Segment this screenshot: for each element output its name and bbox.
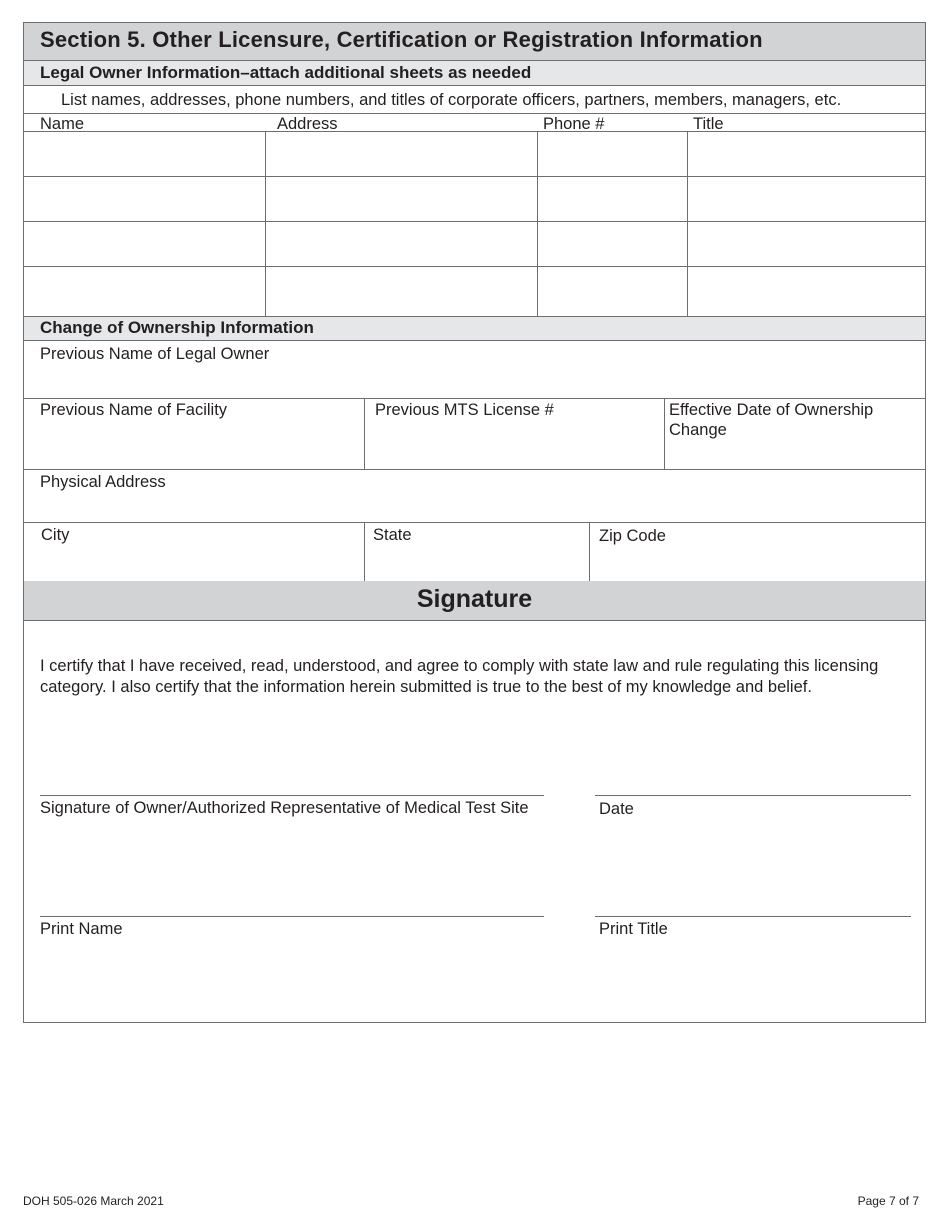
- signature-line: [40, 795, 544, 796]
- effective-date-field[interactable]: [665, 399, 925, 468]
- owner-title-field[interactable]: [688, 132, 925, 176]
- physical-address-field[interactable]: [24, 470, 925, 522]
- owner-phone-field[interactable]: [538, 222, 687, 266]
- owner-address-field[interactable]: [266, 222, 537, 266]
- column-header-address: Address: [277, 115, 338, 133]
- owner-title-field[interactable]: [688, 177, 925, 221]
- page-number: Page 7 of 7: [857, 1194, 919, 1208]
- owner-phone-field[interactable]: [538, 132, 687, 176]
- owner-name-field[interactable]: [24, 267, 265, 316]
- previous-mts-label: Previous MTS License #: [375, 401, 554, 419]
- owner-phone-field[interactable]: [538, 177, 687, 221]
- date-label: Date: [599, 800, 634, 818]
- owner-name-field[interactable]: [24, 132, 265, 176]
- previous-mts-field[interactable]: [365, 399, 664, 468]
- previous-legal-owner-label: Previous Name of Legal Owner: [40, 345, 270, 363]
- divider: [24, 113, 925, 114]
- column-header-phone: Phone #: [543, 115, 605, 133]
- date-line: [595, 795, 911, 796]
- owner-title-field[interactable]: [688, 222, 925, 266]
- section-title: Section 5. Other Licensure, Certification or Registration Information: [24, 23, 925, 61]
- owner-address-field[interactable]: [266, 267, 537, 316]
- owner-name-field[interactable]: [24, 222, 265, 266]
- column-header-title: Title: [693, 115, 724, 133]
- column-divider: [664, 398, 665, 469]
- effective-date-label: Effective Date of Ownership: [669, 401, 874, 419]
- city-label: City: [41, 526, 70, 544]
- print-name-field[interactable]: [40, 879, 544, 917]
- print-title-label: Print Title: [599, 920, 668, 938]
- print-name-label: Print Name: [40, 920, 123, 938]
- owner-name-field[interactable]: [24, 177, 265, 221]
- previous-legal-owner-field[interactable]: [24, 341, 925, 398]
- signature-heading: Signature: [24, 581, 925, 621]
- effective-date-label-cont: Change: [669, 421, 727, 439]
- change-ownership-heading: Change of Ownership Information: [24, 317, 925, 341]
- previous-facility-label: Previous Name of Facility: [40, 401, 228, 419]
- owner-title-field[interactable]: [688, 267, 925, 316]
- print-title-line: [595, 916, 911, 917]
- date-field[interactable]: [595, 758, 911, 796]
- form-id: DOH 505-026 March 2021: [23, 1194, 164, 1208]
- column-divider: [589, 522, 590, 581]
- owner-phone-field[interactable]: [538, 267, 687, 316]
- column-divider: [364, 522, 365, 581]
- owner-address-field[interactable]: [266, 177, 537, 221]
- form-frame: [23, 22, 926, 1023]
- state-field[interactable]: [365, 523, 589, 581]
- previous-facility-field[interactable]: [24, 399, 364, 468]
- print-name-line: [40, 916, 544, 917]
- divider: [24, 620, 925, 621]
- signature-field[interactable]: [40, 758, 544, 796]
- print-title-field[interactable]: [595, 879, 911, 917]
- zip-label: Zip Code: [599, 527, 666, 545]
- divider: [24, 85, 925, 86]
- legal-owner-instructions: List names, addresses, phone numbers, and titles of corporate officers, partners, members, managers, etc.: [61, 91, 842, 109]
- owner-address-field[interactable]: [266, 132, 537, 176]
- legal-owner-heading: Legal Owner Information–attach additional sheets as needed: [24, 61, 925, 86]
- physical-address-label: Physical Address: [40, 473, 166, 491]
- column-divider: [364, 398, 365, 469]
- certification-text-cont: category. I also certify that the information herein submitted is true to the best of my knowledge and belief.: [40, 678, 812, 696]
- state-label: State: [373, 526, 412, 544]
- signature-label: Signature of Owner/Authorized Representative of Medical Test Site: [40, 799, 529, 817]
- city-field[interactable]: [24, 523, 364, 581]
- certification-text: I certify that I have received, read, understood, and agree to comply with state law and rule regulating this licensing: [40, 657, 879, 675]
- column-header-name: Name: [40, 115, 85, 133]
- zip-field[interactable]: [590, 523, 925, 581]
